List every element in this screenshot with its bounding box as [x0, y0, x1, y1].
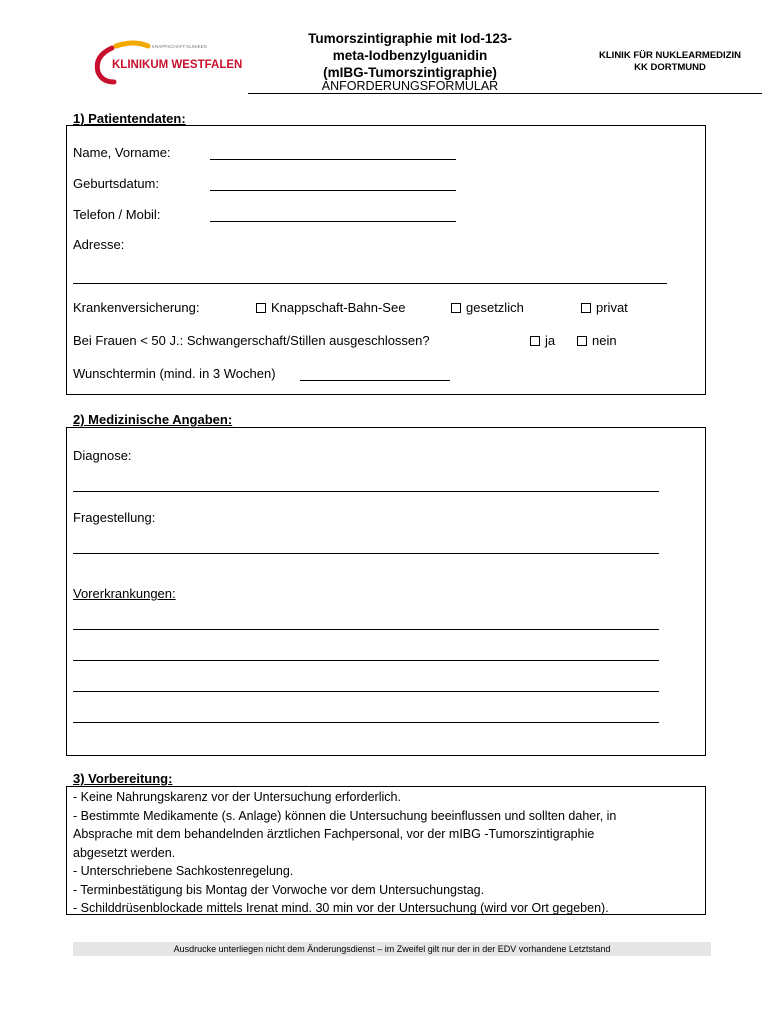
insurance-label: Krankenversicherung: [73, 300, 200, 315]
insurance-option-knappschaft[interactable] [256, 300, 405, 315]
title-line-1: Tumorszintigraphie mit Iod-123- [308, 31, 512, 46]
clinic-name [585, 50, 755, 74]
preparation-item: Absprache mit dem behandelnden ärztlichen Fachpersonal, vor der mIBG -Tumorszintigraphie [73, 827, 595, 841]
address-field[interactable] [73, 283, 667, 284]
prior-diseases-label: Vorerkrankungen: [73, 586, 176, 601]
checkbox-icon[interactable] [581, 303, 591, 313]
phone-label: Telefon / Mobil: [73, 207, 161, 222]
prior-diseases-field-2[interactable] [73, 660, 659, 661]
pregnancy-option-label: ja [545, 333, 556, 348]
section-1-title: 1) Patientendaten: [73, 111, 186, 126]
clinic-logo [90, 38, 250, 93]
diagnosis-field[interactable] [73, 491, 659, 492]
question-label: Fragestellung: [73, 510, 156, 525]
name-label: Name, Vorname: [73, 145, 171, 160]
insurance-option-label: Knappschaft-Bahn-See [271, 300, 406, 315]
preparation-item: - Unterschriebene Sachkostenregelung. [73, 864, 294, 878]
logo-name: KLINIKUM WESTFALEN [112, 59, 243, 71]
question-field[interactable] [73, 553, 659, 554]
prior-diseases-field-4[interactable] [73, 722, 659, 723]
section-2-title: 2) Medizinische Angaben: [73, 412, 233, 427]
insurance-option-gesetzlich[interactable] [451, 300, 524, 315]
appointment-field[interactable] [300, 380, 450, 381]
section-3-title: 3) Vorbereitung: [73, 771, 173, 786]
clinic-line-1: KLINIK FÜR NUKLEARMEDIZIN [599, 50, 741, 61]
preparation-item: - Terminbestätigung bis Montag der Vorwoche vor dem Untersuchungstag. [73, 882, 485, 897]
document-title [255, 30, 565, 81]
name-field[interactable] [210, 159, 456, 160]
insurance-option-privat[interactable] [581, 300, 628, 315]
phone-field[interactable] [210, 221, 456, 222]
prior-diseases-field-3[interactable] [73, 691, 659, 692]
prior-diseases-field-1[interactable] [73, 629, 659, 630]
pregnancy-option-nein[interactable] [577, 333, 617, 348]
diagnosis-label: Diagnose: [73, 448, 132, 463]
insurance-option-label: gesetzlich [466, 300, 524, 315]
preparation-list [73, 788, 703, 918]
title-line-3: (mIBG-Tumorszintigraphie) [323, 65, 497, 80]
clinic-line-2: KK DORTMUND [634, 62, 706, 73]
title-line-2: meta-Iodbenzylguanidin [332, 48, 488, 63]
birthdate-field[interactable] [210, 190, 456, 191]
preparation-item: - Schilddrüsenblockade mittels Irenat mind. 30 min vor der Untersuchung (wird vor Ort gegeben). [73, 901, 609, 915]
document-subtitle: ANFORDERUNGSFORMULAR [321, 79, 499, 93]
patient-data-box [66, 125, 706, 395]
appointment-label: Wunschtermin (mind. in 3 Wochen) [73, 366, 276, 381]
address-label: Adresse: [73, 237, 125, 252]
pregnancy-question: Bei Frauen < 50 J.: Schwangerschaft/Stillen ausgeschlossen? [73, 333, 430, 348]
header-divider [248, 93, 762, 94]
checkbox-icon[interactable] [530, 336, 540, 346]
checkbox-icon[interactable] [451, 303, 461, 313]
preparation-item: - Keine Nahrungskarenz vor der Untersuchung erforderlich. [73, 790, 401, 804]
preparation-item: abgesetzt werden. [73, 845, 176, 860]
checkbox-icon[interactable] [256, 303, 266, 313]
logo-arc-icon [90, 38, 250, 88]
insurance-option-label: privat [596, 300, 628, 315]
pregnancy-option-label: nein [592, 333, 617, 348]
checkbox-icon[interactable] [577, 336, 587, 346]
birthdate-label: Geburtsdatum: [73, 176, 159, 191]
preparation-item: - Bestimmte Medikamente (s. Anlage) können die Untersuchung beeinflussen und sollten daher, in [73, 808, 617, 823]
logo-small-text: KNAPPSCHAFT KLINIKEN [152, 44, 207, 49]
pregnancy-option-ja[interactable] [530, 333, 555, 348]
footer-note: Ausdrucke unterliegen nicht dem Änderungsdienst – im Zweifel gilt nur der in der EDV vorhandene Letztstand [73, 942, 711, 956]
